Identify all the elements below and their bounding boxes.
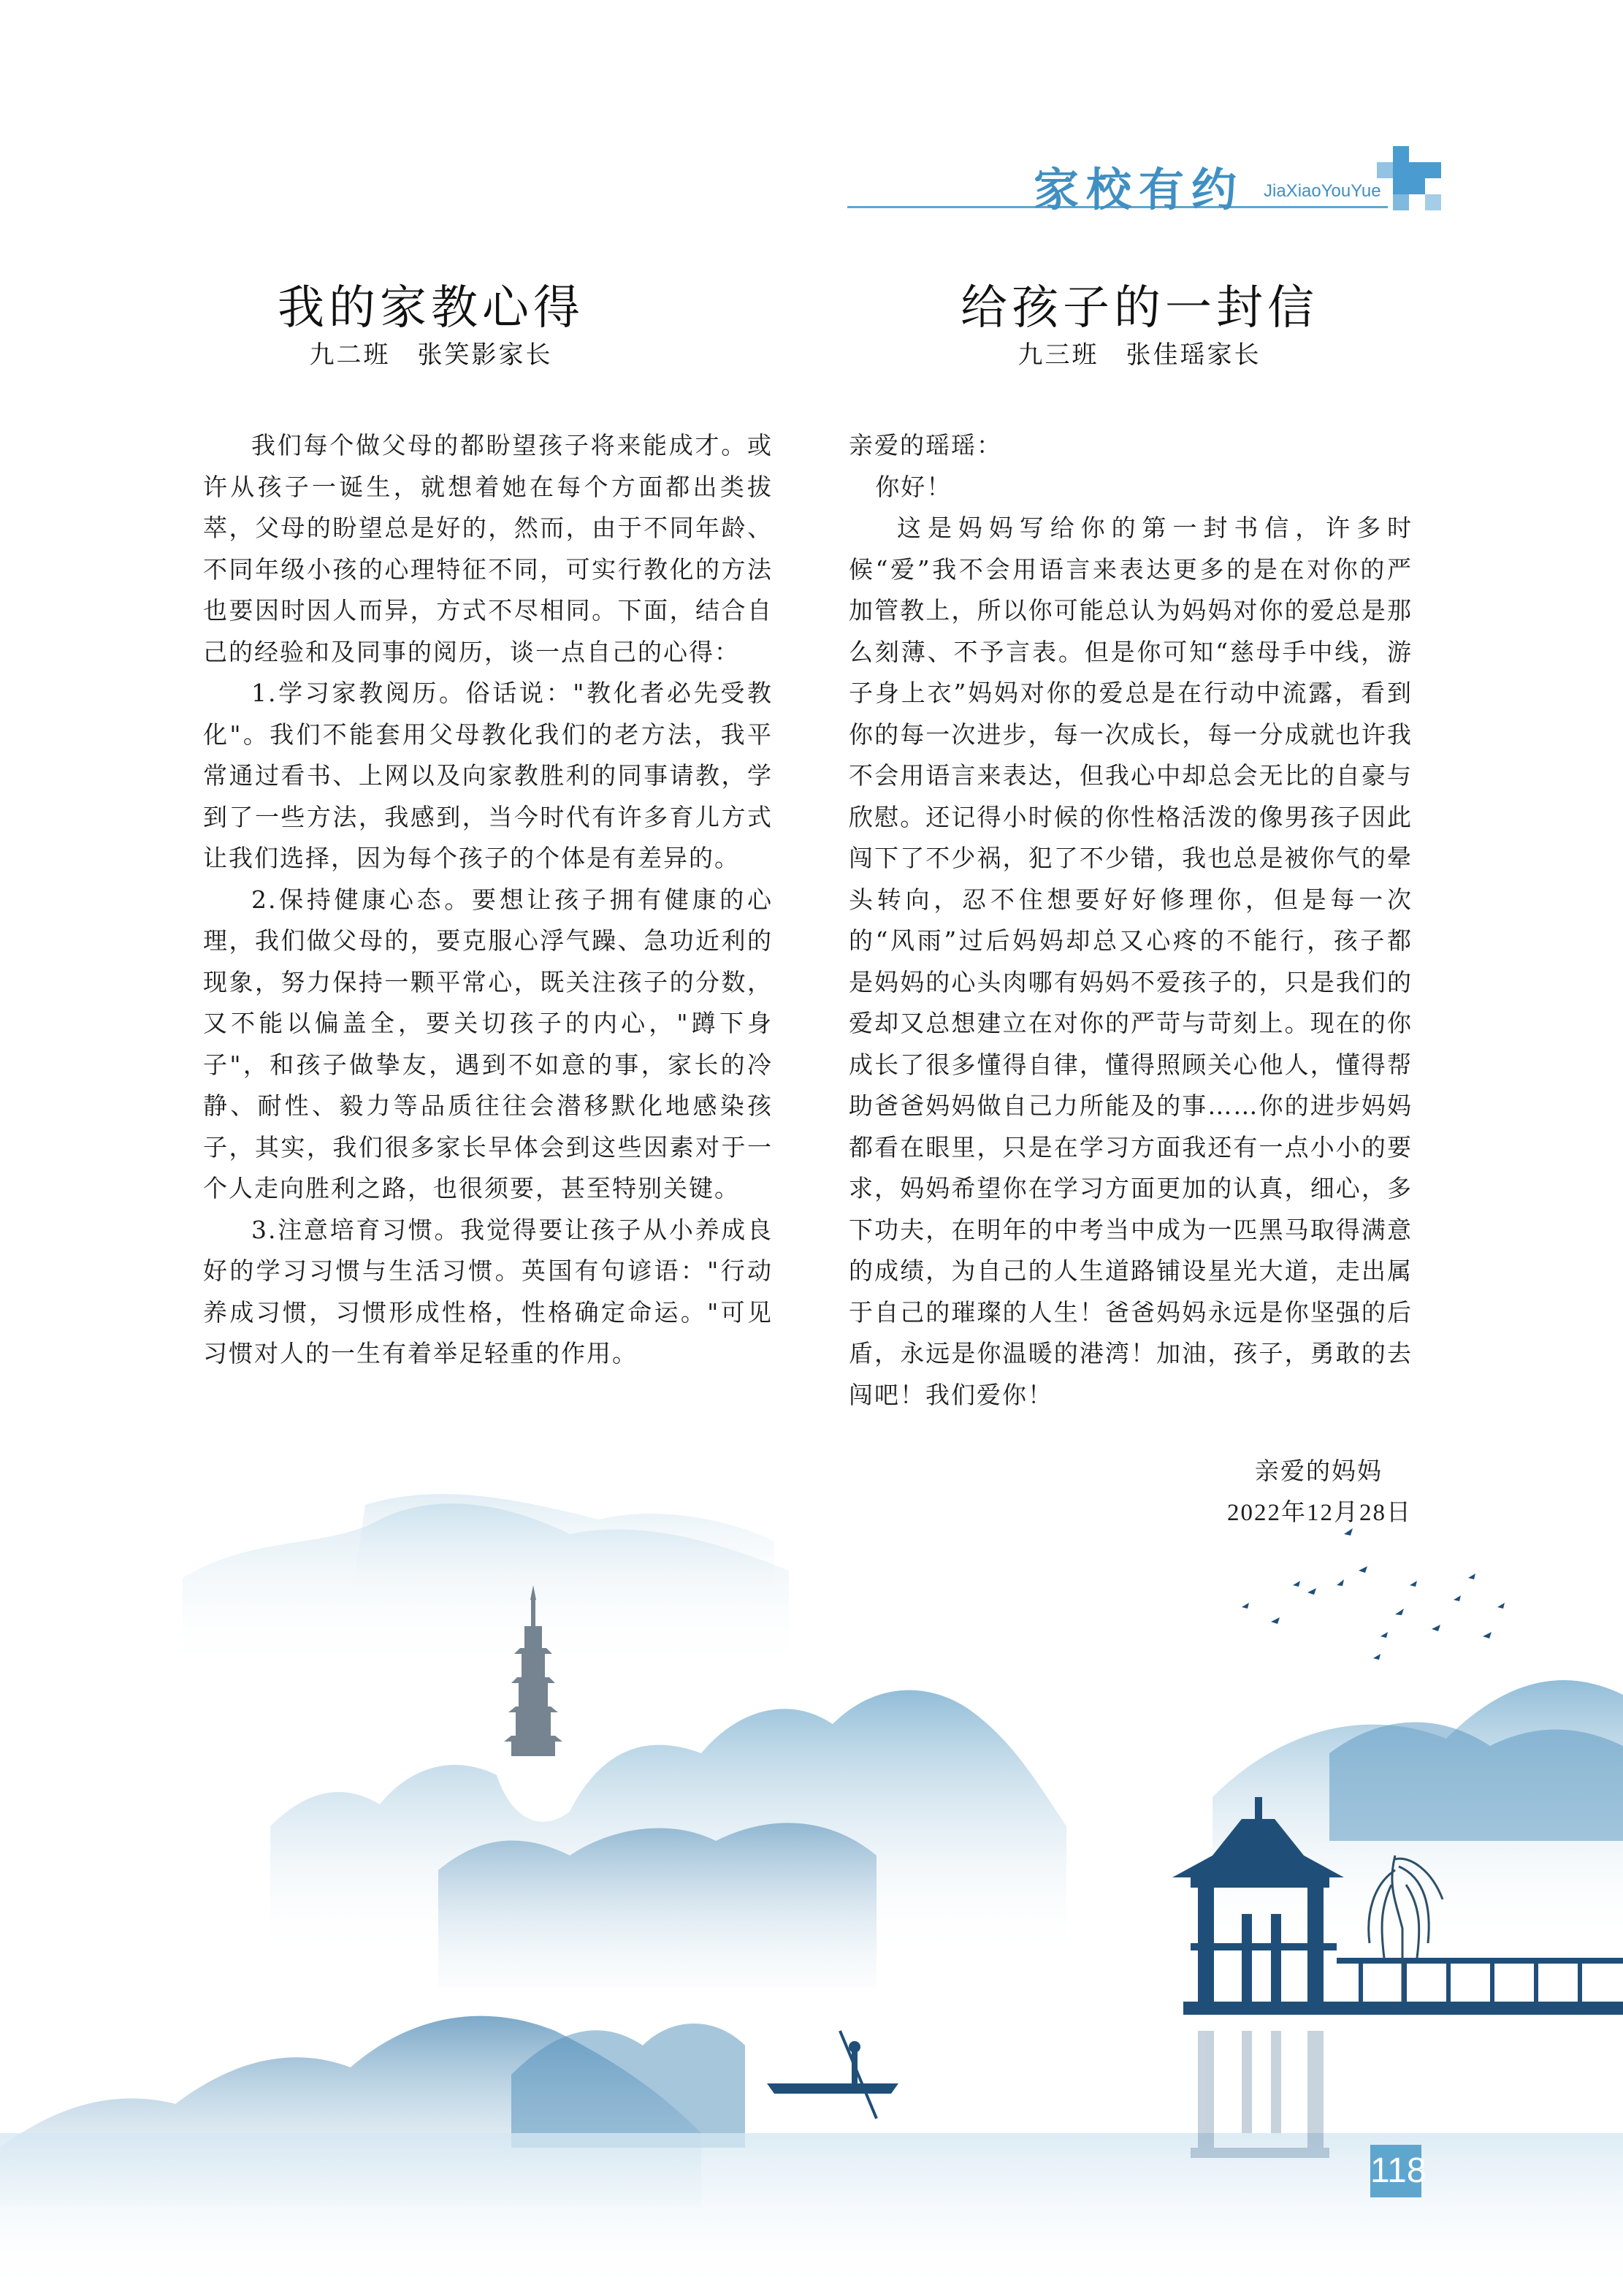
left-article-byline: 九二班 张笑影家长	[309, 340, 553, 370]
letter-date: 2022年12月28日	[1227, 1500, 1412, 1526]
left-paragraph: 2.保持健康心态。要想让孩子拥有健康的心理，我们做父母的，要克服心浮气躁、急功近利的现象，努力保持一颗平常心，既关注孩子的分数，又不能以偏盖全，要关切孩子的内心，"蹲下身子"，和孩子做挚友，遇到不如意的事，家长的冷静、耐性、毅力等品质往往会潜移默化地感染孩子，其实，我们很多家长早体会到这些因素对于一个人走向胜利之路，也很须要，甚至特别关键。	[203, 885, 773, 1202]
letter-greeting: 你好！	[875, 472, 952, 501]
section-header	[847, 139, 1578, 226]
birds-icon	[1242, 1528, 1505, 1660]
boat-icon	[767, 2031, 898, 2118]
letter-salutation: 亲爱的瑶瑶：	[849, 431, 1002, 459]
right-article-byline: 九三班 张佳瑶家长	[1017, 340, 1261, 370]
right-paragraph: 这是妈妈写给你的第一封书信，许多时候“爱”我不会用语言来表达更多的是在对你的严加管教上，所以你可能总认为妈妈对你的爱总是那么刻薄、不予言表。但是你可知“慈母手中线，游子身上衣”妈妈对你的爱总是在行动中流露，看到你的每一次进步，每一次成长，每一分成就也许我不会用语言来表达，但我心中却总会无比的自豪与欣慰。还记得小时候的你性格活泼的像男孩子因此闯下了不少祸，犯了不少错，我也总是被你气的晕头转向，忍不住想要好好修理你，但是每一次的“风雨”过后妈妈却总又心疼的不能行，孩子都是妈妈的心头肉哪有妈妈不爱孩子的，只是我们的爱却又总想建立在对你的严苛与苛刻上。现在的你成长了很多懂得自律，懂得照顾关心他人，懂得帮助爸爸妈妈做自己力所能及的事……你的进步妈妈都看在眼里，只是在学习方面我还有一点小小的要求，妈妈希望你在学习方面更加的认真，细心，多下功夫，在明年的中考当中成为一匹黑马取得满意的成绩，为自己的人生道路铺设星光大道，走出属于自己的璀璨的人生！爸爸妈妈永远是你坚强的后盾，永远是你温暖的港湾！加油，孩子，勇敢的去闯吧！我们爱你！	[849, 514, 1413, 1409]
squares-logo-icon	[1377, 146, 1444, 213]
left-paragraph: 我们每个做父母的都盼望孩子将来能成才。或许从孩子一诞生，就想着她在每个方面都出类拔萃，父母的盼望总是好的，然而，由于不同年龄、不同年级小孩的心理特征不同，可实行教化的方法也要因时因人而异，方式不尽相同。下面，结合自己的经验和及同事的阅历，谈一点自己的心得：	[203, 431, 773, 666]
letter-signature: 亲爱的妈妈	[1255, 1457, 1383, 1485]
left-paragraph: 1.学习家教阅历。俗话说："教化者必先受教化"。我们不能套用父母教化我们的老方法，我平常通过看书、上网以及向家教胜利的同事请教，学到了一些方法，我感到，当今时代有许多育儿方式让我们选择，因为每个孩子的个体是有差异的。	[203, 679, 773, 872]
left-paragraph: 3.注意培育习惯。我觉得要让孩子从小养成良好的学习习惯与生活习惯。英国有句谚语："行动养成习惯，习惯形成性格，性格确定命运。"可见习惯对人的一生有着举足轻重的作用。	[203, 1215, 773, 1368]
section-title: 家校有约	[1034, 163, 1245, 216]
right-article-title: 给孩子的一封信	[961, 281, 1318, 335]
left-article-body	[203, 425, 773, 1375]
right-article-body	[849, 425, 1413, 1416]
left-article-title: 我的家教心得	[278, 281, 584, 335]
section-pinyin: JiaXiaoYouYue	[1264, 181, 1381, 201]
page-number: 118	[1370, 2145, 1421, 2197]
